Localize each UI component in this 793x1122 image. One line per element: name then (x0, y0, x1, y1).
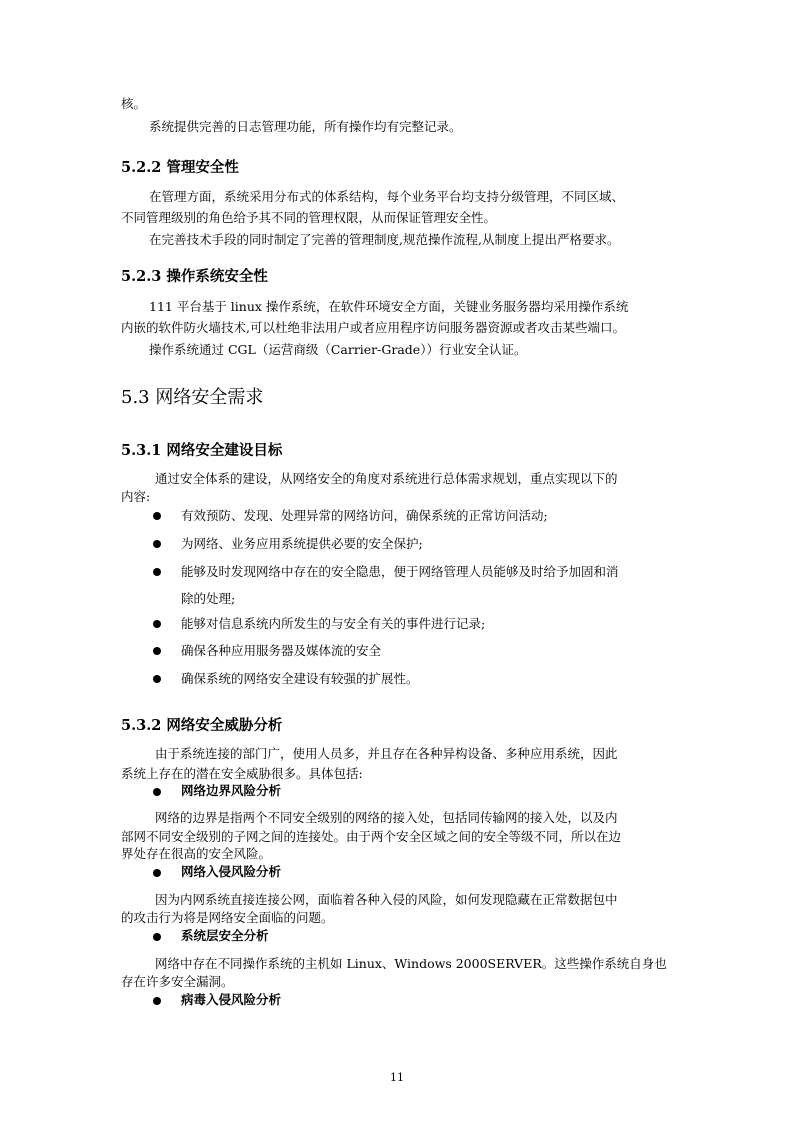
bullet-icon (153, 997, 161, 1005)
bullet-icon (153, 512, 161, 520)
list-item: 确保各种应用服务器及媒体流的安全 (181, 643, 382, 658)
bullet-icon (153, 620, 161, 628)
bullet-icon (153, 540, 161, 548)
paragraph-line: 111 平台基于 linux 操作系统，在软件环境安全方面，关键业务服务器均采用操作系统 (149, 299, 629, 314)
paragraph-line: 系统提供完善的日志管理功能，所有操作均有完整记录。 (149, 119, 462, 134)
section-heading-5-3-1: 5.3.1 网络安全建设目标 (121, 442, 283, 459)
list-item-continuation: 除的处理; (181, 591, 236, 606)
paragraph-line: 因为内网系统直接连接公网，面临着各种入侵的风险，如何发现隐藏在正常数据包中 (155, 892, 618, 907)
paragraph-line: 在管理方面，系统采用分布式的体系结构，每个业务平台均支持分级管理，不同区域、 (149, 189, 625, 204)
paragraph-line: 在完善技术手段的同时制定了完善的管理制度,规范操作流程,从制度上提出严格要求。 (149, 232, 620, 247)
paragraph-line: 存在许多安全漏洞。 (121, 974, 234, 989)
bullet-icon (153, 675, 161, 683)
continuation-text: 核。 (121, 96, 147, 111)
list-item: 有效预防、发现、处理异常的网络访问，确保系统的正常访问活动; (181, 508, 548, 523)
section-heading-5-3-2: 5.3.2 网络安全威胁分析 (121, 717, 283, 734)
bullet-icon (153, 568, 161, 576)
threat-title: 病毒入侵风险分析 (181, 992, 282, 1007)
paragraph-line: 内嵌的软件防火墙技术,可以杜绝非法用户或者应用程序访问服务器资源或者攻击某些端口。 (121, 320, 625, 335)
paragraph-line: 内容: (121, 489, 151, 504)
list-item: 确保系统的网络安全建设有较强的扩展性。 (181, 671, 419, 686)
threat-title: 系统层安全分析 (181, 928, 269, 943)
bullet-icon (153, 869, 161, 877)
paragraph-line: 网络的边界是指两个不同安全级别的网络的接入处，包括同传输网的接入处，以及内 (155, 810, 618, 825)
list-item: 能够对信息系统内所发生的与安全有关的事件进行记录; (181, 616, 486, 631)
bullet-icon (153, 788, 161, 796)
paragraph-line: 的攻击行为将是网络安全面临的问题。 (121, 910, 334, 925)
paragraph-line: 界处存在很高的安全风险。 (121, 846, 272, 861)
paragraph-line: 不同管理级别的角色给予其不同的管理权限，从而保证管理安全性。 (121, 210, 497, 225)
paragraph-line: 系统上存在的潜在安全威胁很多。具体包括: (121, 766, 363, 781)
threat-title: 网络边界风险分析 (181, 783, 282, 798)
paragraph-line: 部网不同安全级别的子网之间的连接处。由于两个安全区域之间的安全等级不同，所以在边 (121, 829, 622, 844)
bullet-icon (153, 647, 161, 655)
list-item: 能够及时发现网络中存在的安全隐患，便于网络管理人员能够及时给予加固和消 (181, 564, 619, 579)
page-number: 11 (390, 1071, 404, 1084)
section-heading-5-2-2: 5.2.2 管理安全性 (121, 159, 239, 176)
bullet-icon (153, 933, 161, 941)
paragraph-line: 网络中存在不同操作系统的主机如 Linux、Windows 2000SERVER。这些操作系统自身也 (155, 956, 667, 971)
list-item: 为网络、业务应用系统提供必要的安全保护; (181, 536, 423, 551)
paragraph-line: 操作系统通过 CGL（运营商级（Carrier-Grade））行业安全认证。 (149, 342, 527, 357)
section-heading-5-2-3: 5.2.3 操作系统安全性 (121, 268, 268, 285)
threat-title: 网络入侵风险分析 (181, 864, 282, 879)
paragraph-line: 由于系统连接的部门广，使用人员多，并且存在各种异构设备、多种应用系统，因此 (155, 746, 618, 761)
section-heading-5-3: 5.3 网络安全需求 (121, 387, 264, 408)
paragraph-line: 通过安全体系的建设，从网络安全的角度对系统进行总体需求规划，重点实现以下的 (155, 471, 618, 486)
